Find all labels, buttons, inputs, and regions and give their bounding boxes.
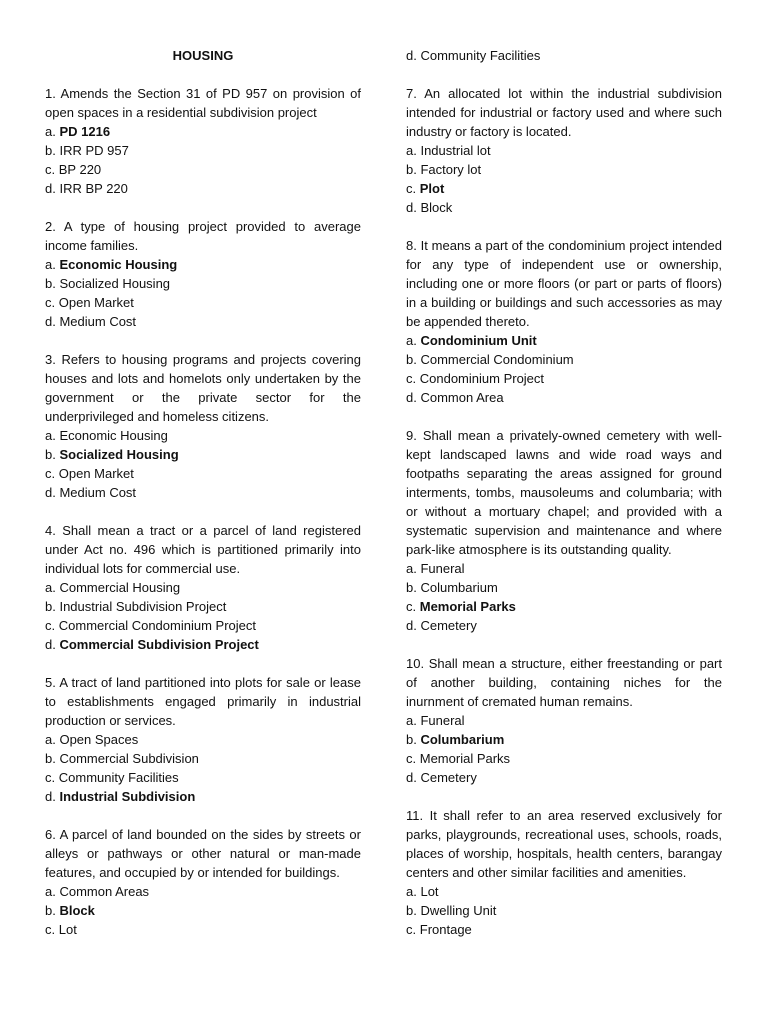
option-letter: c.: [406, 181, 417, 196]
option-text: BP 220: [58, 162, 102, 177]
question-11: [406, 806, 722, 939]
option-letter: d.: [45, 314, 56, 329]
option-letter: d.: [45, 485, 56, 500]
question-2: [45, 217, 361, 331]
option-text-answer: Columbarium: [420, 732, 505, 747]
option-text: Industrial lot: [420, 143, 491, 158]
option-text: Condominium Project: [419, 371, 545, 386]
option-letter: a.: [45, 428, 56, 443]
option-text: IRR BP 220: [59, 181, 128, 196]
option-text: Common Area: [420, 390, 504, 405]
question-stem: 11. It shall refer to an area reserved exclusively for parks, playgrounds, recreational uses, schools, roads, places of worship, hospitals, health centers, barangay centers and other similar facilities and amenities.: [406, 808, 722, 880]
question-3: [45, 350, 361, 502]
option-letter: a.: [406, 713, 417, 728]
option-text: IRR PD 957: [59, 143, 129, 158]
option-text: Medium Cost: [59, 314, 137, 329]
option-text: Open Spaces: [59, 732, 139, 747]
option-letter: c.: [45, 466, 56, 481]
option-q4-c: [45, 616, 361, 635]
option-letter: b.: [45, 599, 56, 614]
question-8: [406, 236, 722, 407]
option-text: Commercial Housing: [59, 580, 181, 595]
option-q5-b: [45, 749, 361, 768]
option-text: Industrial Subdivision Project: [59, 599, 227, 614]
option-letter: b.: [406, 162, 417, 177]
question-stem: 5. A tract of land partitioned into plots for sale or lease to establishments engaged primarily in industrial production or services.: [45, 675, 361, 728]
option-letter: b.: [406, 732, 417, 747]
option-letter: c.: [406, 371, 417, 386]
option-letter: b.: [45, 751, 56, 766]
option-text: Columbarium: [420, 580, 498, 595]
option-q1-d: [45, 179, 361, 198]
question-stem: 2. A type of housing project provided to average income families.: [45, 219, 361, 253]
question-4: [45, 521, 361, 654]
option-letter: d.: [45, 181, 56, 196]
option-letter: d.: [406, 200, 417, 215]
option-text: Funeral: [420, 713, 465, 728]
option-text: Lot: [58, 922, 77, 937]
option-q4-a: [45, 578, 361, 597]
option-letter: d.: [45, 789, 56, 804]
question-stem: 4. Shall mean a tract or a parcel of land registered under Act no. 496 which is partitioned primarily into individual lots for commercial use.: [45, 523, 361, 576]
option-q8-a: [406, 331, 722, 350]
option-text-answer: Block: [59, 903, 95, 918]
option-letter: c.: [45, 770, 56, 785]
option-q2-c: [45, 293, 361, 312]
option-q7-d: [406, 198, 722, 217]
option-letter: a.: [45, 257, 56, 272]
option-q5-a: [45, 730, 361, 749]
option-q9-b: [406, 578, 722, 597]
option-text: Socialized Housing: [59, 276, 171, 291]
option-text: Economic Housing: [59, 428, 168, 443]
option-q8-b: [406, 350, 722, 369]
option-q9-c: [406, 597, 722, 616]
option-letter: a.: [406, 561, 417, 576]
option-letter: a.: [406, 143, 417, 158]
question-stem: 10. Shall mean a structure, either freestanding or part of another building, containing niches for the inurnment of cremated human remains.: [406, 656, 722, 709]
option-q1-a: [45, 122, 361, 141]
option-text: Memorial Parks: [419, 751, 511, 766]
option-text: Commercial Subdivision: [59, 751, 199, 766]
option-q11-c: [406, 920, 722, 939]
option-letter: a.: [45, 124, 56, 139]
option-q3-b: [45, 445, 361, 464]
question-1: [45, 84, 361, 198]
option-q4-b: [45, 597, 361, 616]
option-q1-c: [45, 160, 361, 179]
option-text: Factory lot: [420, 162, 482, 177]
question-stem: 6. A parcel of land bounded on the sides by streets or alleys or pathways or other natural or man-made features, and occupied by or intended for buildings.: [45, 827, 361, 880]
page-title: HOUSING: [172, 48, 234, 63]
option-q6-a: [45, 882, 361, 901]
option-text-answer: Condominium Unit: [420, 333, 537, 348]
option-text-answer: Industrial Subdivision: [59, 789, 196, 804]
option-text-answer: Plot: [419, 181, 445, 196]
option-q3-a: [45, 426, 361, 445]
option-q2-b: [45, 274, 361, 293]
option-text: Commercial Condominium: [420, 352, 574, 367]
option-text: Common Areas: [59, 884, 150, 899]
option-letter: d.: [406, 770, 417, 785]
question-stem: 9. Shall mean a privately-owned cemetery with well-kept landscaped lawns and wide road ways and footpaths separating the areas assigned for ground interments, tombs, mausoleums and columbaria; with or without a mortuary chapel; and provided with a systematic supervision and maintenance and where park-like atmosphere is its outstanding quality.: [406, 428, 722, 557]
option-letter: d.: [406, 48, 417, 63]
option-letter: b.: [45, 143, 56, 158]
option-letter: a.: [45, 884, 56, 899]
question-continuation: [406, 46, 722, 65]
option-q5-d: [406, 46, 722, 65]
option-q6-c: [45, 920, 361, 939]
option-q3-d: [45, 483, 361, 502]
question-6: [45, 825, 361, 939]
option-letter: b.: [45, 276, 56, 291]
question-9: [406, 426, 722, 635]
option-letter: c.: [406, 922, 417, 937]
option-q6-b: [45, 901, 361, 920]
option-letter: a.: [45, 580, 56, 595]
option-q2-a: [45, 255, 361, 274]
option-text: Community Facilities: [58, 770, 179, 785]
option-letter: c.: [406, 751, 417, 766]
option-text: Cemetery: [420, 770, 477, 785]
option-text-answer: Socialized Housing: [59, 447, 179, 462]
option-q10-d: [406, 768, 722, 787]
option-q5-d: [45, 787, 361, 806]
option-q2-d: [45, 312, 361, 331]
question-10: [406, 654, 722, 787]
option-q8-c: [406, 369, 722, 388]
option-text: Commercial Condominium Project: [58, 618, 256, 633]
option-letter: c.: [45, 162, 56, 177]
option-text-answer: Commercial Subdivision Project: [59, 637, 259, 652]
option-text: Open Market: [58, 466, 134, 481]
option-q7-a: [406, 141, 722, 160]
option-letter: b.: [406, 580, 417, 595]
option-letter: b.: [406, 352, 417, 367]
option-letter: c.: [45, 618, 56, 633]
question-5: [45, 673, 361, 806]
option-text: Block: [420, 200, 453, 215]
right-column: [406, 46, 722, 958]
option-letter: b.: [406, 903, 417, 918]
option-text-answer: Memorial Parks: [419, 599, 516, 614]
option-text: Dwelling Unit: [420, 903, 497, 918]
option-text-answer: PD 1216: [59, 124, 111, 139]
option-text: Lot: [420, 884, 439, 899]
option-q1-b: [45, 141, 361, 160]
option-text: Cemetery: [420, 618, 477, 633]
option-text: Funeral: [420, 561, 465, 576]
option-q11-a: [406, 882, 722, 901]
option-letter: a.: [406, 884, 417, 899]
left-column: [45, 46, 361, 958]
option-q10-c: [406, 749, 722, 768]
option-q10-b: [406, 730, 722, 749]
option-text: Medium Cost: [59, 485, 137, 500]
question-stem: 1. Amends the Section 31 of PD 957 on provision of open spaces in a residential subdivision project: [45, 86, 361, 120]
option-q7-b: [406, 160, 722, 179]
option-letter: b.: [45, 903, 56, 918]
option-letter: a.: [406, 333, 417, 348]
option-q11-b: [406, 901, 722, 920]
question-stem: 8. It means a part of the condominium project intended for any type of independent use or ownership, including one or more floors (or part or parts of floors) in a building or buildings and such accessories as may be appended thereto.: [406, 238, 722, 329]
option-q7-c: [406, 179, 722, 198]
option-letter: d.: [406, 390, 417, 405]
option-text: Frontage: [419, 922, 472, 937]
question-stem: 7. An allocated lot within the industrial subdivision intended for industrial or factory used and where such industry or factory is located.: [406, 86, 722, 139]
question-7: [406, 84, 722, 217]
option-text: Open Market: [58, 295, 134, 310]
option-q9-a: [406, 559, 722, 578]
option-letter: d.: [45, 637, 56, 652]
option-q5-c: [45, 768, 361, 787]
option-q8-d: [406, 388, 722, 407]
option-letter: d.: [406, 618, 417, 633]
option-q4-d: [45, 635, 361, 654]
option-text-answer: Economic Housing: [59, 257, 178, 272]
option-letter: b.: [45, 447, 56, 462]
option-q10-a: [406, 711, 722, 730]
option-letter: c.: [406, 599, 417, 614]
option-letter: a.: [45, 732, 56, 747]
option-q9-d: [406, 616, 722, 635]
option-letter: c.: [45, 295, 56, 310]
question-stem: 3. Refers to housing programs and projects covering houses and lots and homelots only undertaken by the government or the private sector for the underprivileged and homeless citizens.: [45, 352, 361, 424]
option-letter: c.: [45, 922, 56, 937]
option-text: Community Facilities: [420, 48, 541, 63]
option-q3-c: [45, 464, 361, 483]
